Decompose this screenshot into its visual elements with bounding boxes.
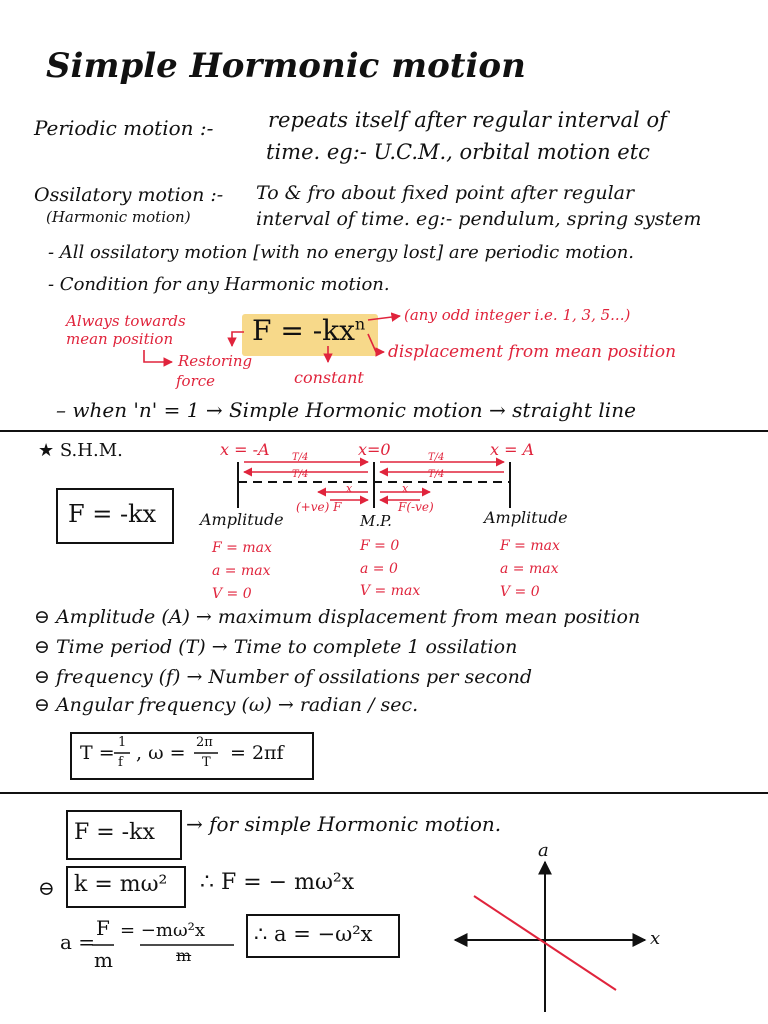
condition-formula-exponent: n [354, 314, 366, 334]
shm-formula: F = -kx [68, 500, 157, 528]
label-constant: constant [294, 368, 364, 387]
shm-t4-label-4: T/4 [428, 469, 445, 480]
oscillatory-label: Ossilatory motion :- [34, 184, 224, 206]
period-numerator-two-pi: 2π [196, 735, 213, 750]
periodic-line1: repeats itself after regular interval of [268, 108, 667, 132]
period-result: = 2πf [230, 742, 284, 764]
note-condition: - Condition for any Harmonic motion. [48, 274, 390, 295]
k-formula: k = mω² [74, 872, 168, 897]
definition-angular-frequency: ⊖ Angular frequency (ω) → radian / sec. [34, 694, 419, 716]
bottom-force-formula: F = -kx [74, 820, 155, 845]
shm-mean-position: M.P. [360, 512, 392, 530]
shm-right-velocity: V = 0 [500, 584, 540, 600]
shm-amplitude-right: Amplitude [484, 508, 568, 527]
shm-left-force: F = max [212, 540, 272, 556]
shm-right-force: F = max [500, 538, 560, 554]
shm-amplitude-left: Amplitude [200, 510, 284, 529]
label-mean-position: mean position [66, 330, 174, 348]
graph-y-label: a [538, 840, 549, 861]
shm-force-positive: (+ve) F [296, 500, 342, 514]
period-denominator-f: f [118, 755, 123, 770]
period-t-equals: T = [80, 742, 115, 764]
shm-left-velocity: V = 0 [212, 586, 252, 602]
definition-amplitude: ⊖ Amplitude (A) → maximum displacement from mean position [34, 606, 641, 628]
shm-heading: ★ S.H.M. [38, 440, 123, 461]
arrow-to-restoring [232, 332, 244, 346]
period-denominator-t: T [202, 755, 211, 770]
shm-t4-label-1: T/4 [292, 452, 309, 463]
arrow-to-restoring-force [144, 350, 172, 362]
periodic-line2: time. eg:- U.C.M., orbital motion etc [266, 140, 650, 164]
shm-x-mark-right: x [402, 482, 409, 495]
shm-force-negative: F(-ve) [398, 500, 434, 514]
graph-x-label: x [650, 928, 661, 949]
label-displacement: displacement from mean position [388, 342, 677, 362]
accel-rhs-numerator: = −mω²x [120, 920, 205, 941]
arrow-to-odd-integer [368, 316, 400, 320]
shm-right-accel: a = max [500, 561, 559, 577]
accel-final: ∴ a = −ω²x [254, 922, 373, 946]
shm-x-a: x = A [490, 440, 535, 459]
bottom-force-note: → for simple Hormonic motion. [186, 812, 502, 836]
accel-a-equals: a = [60, 930, 96, 954]
shm-mid-accel: a = 0 [360, 561, 398, 577]
page-title: Simple Hormonic motion [46, 46, 526, 86]
oscillatory-sublabel: (Harmonic motion) [46, 208, 191, 226]
note-periodic: - All ossilatory motion [with no energy lost] are periodic motion. [48, 242, 635, 263]
bottom-bullet: ⊖ [38, 876, 55, 900]
oscillatory-line2: interval of time. eg:- pendulum, spring system [256, 208, 702, 230]
accel-rhs-denominator: m [176, 946, 192, 965]
shm-x-mark-left: x [346, 482, 353, 495]
accel-denominator-m: m [94, 948, 113, 972]
period-omega-equals: , ω = [136, 742, 186, 764]
shm-x-neg-a: x = -A [220, 440, 270, 459]
definition-frequency: ⊖ frequency (f) → Number of ossilations per second [34, 666, 532, 688]
label-restoring: Restoring [178, 352, 253, 370]
arrow-to-displacement [368, 334, 384, 352]
definition-time-period: ⊖ Time period (T) → Time to complete 1 ossilation [34, 636, 518, 658]
shm-mid-force: F = 0 [360, 538, 400, 554]
shm-mid-velocity: V = max [360, 583, 421, 599]
shm-t4-label-3: T/4 [292, 469, 309, 480]
label-odd-integer: (any odd integer i.e. 1, 3, 5...) [404, 306, 631, 324]
shm-t4-label-2: T/4 [428, 452, 445, 463]
condition-formula-base: F = -kx [252, 314, 355, 347]
periodic-label: Periodic motion :- [34, 116, 214, 140]
accel-numerator-f: F [96, 916, 110, 940]
shm-x-zero: x=0 [358, 440, 391, 459]
label-always: Always towards [66, 312, 186, 330]
period-numerator-one: 1 [118, 735, 127, 750]
therefore-force: ∴ F = − mω²x [200, 870, 355, 895]
oscillatory-line1: To & fro about fixed point after regular [256, 182, 635, 204]
label-force: force [176, 372, 216, 390]
shm-left-accel: a = max [212, 563, 271, 579]
when-n-equals-one: – when 'n' = 1 → Simple Hormonic motion → straight line [56, 398, 636, 422]
